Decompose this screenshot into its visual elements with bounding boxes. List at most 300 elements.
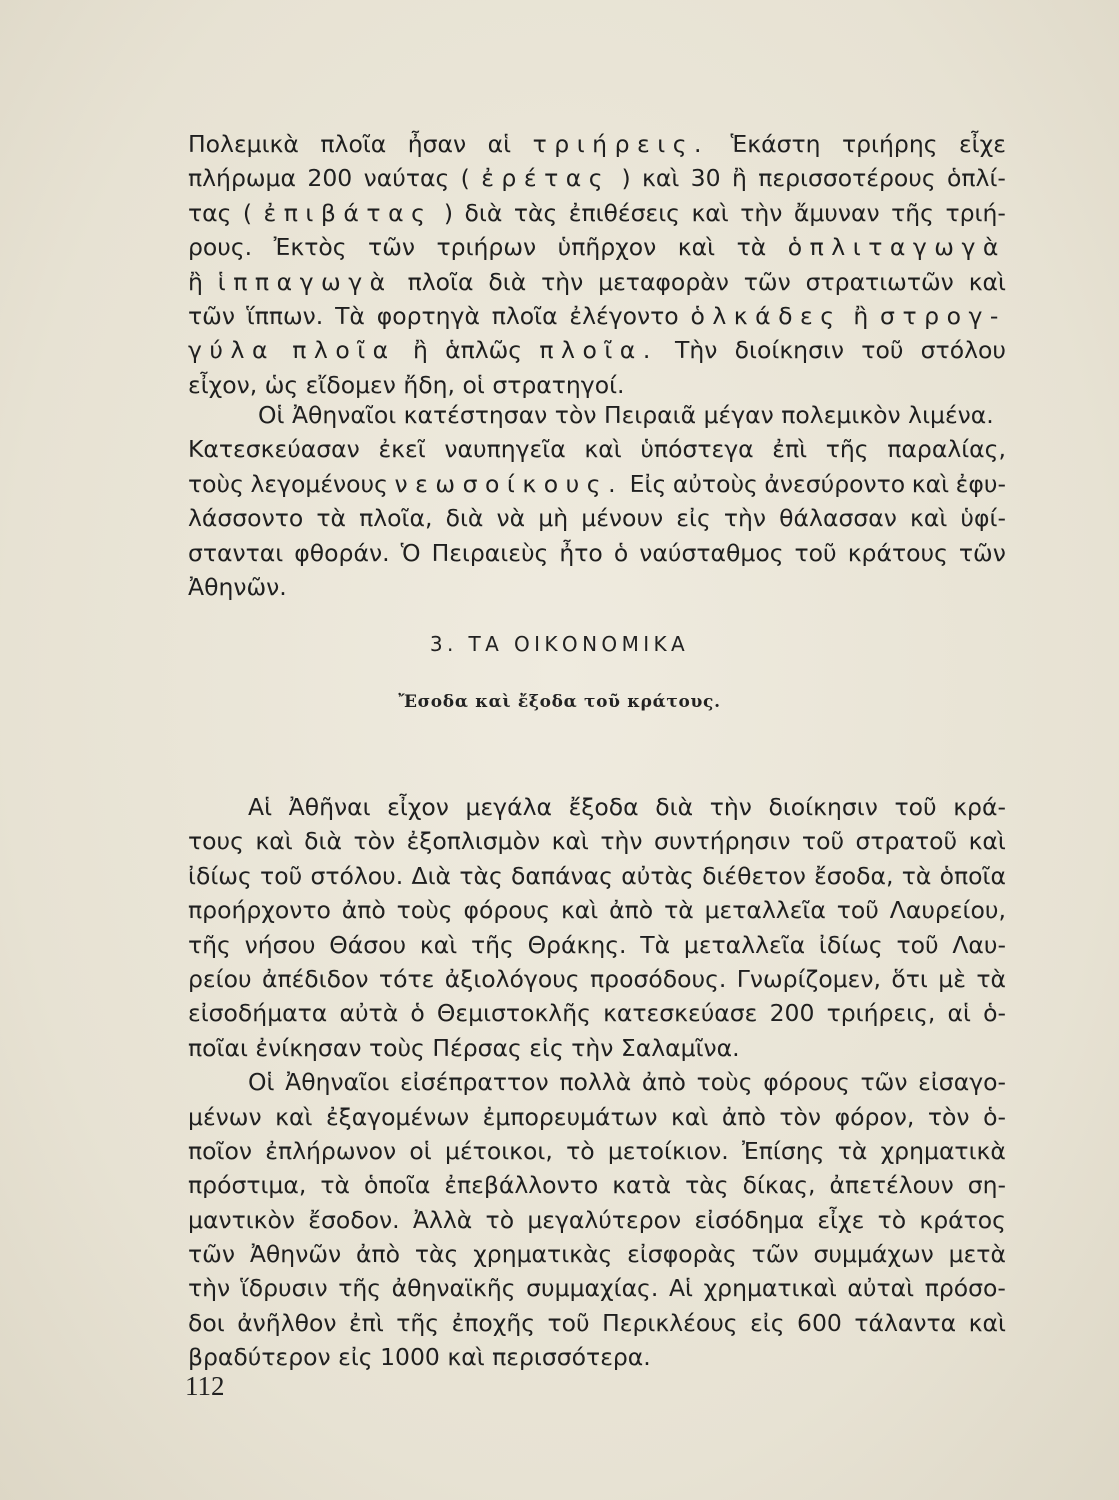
word: 600 [797, 1308, 842, 1337]
word: νήσου [244, 930, 316, 959]
word: ἀπὸ [356, 1240, 401, 1269]
word: καὶ [447, 1343, 485, 1372]
word: παραλίας, [887, 435, 1006, 464]
word: καὶ [641, 164, 680, 193]
word: τῶν [188, 1240, 235, 1269]
word: κράτους [847, 538, 948, 567]
text-line [188, 501, 1006, 535]
text-line [188, 230, 1006, 264]
word: Σαλαμῖνα. [620, 1033, 740, 1062]
word: διοίκησιν [734, 336, 845, 365]
text-line [188, 570, 1006, 604]
word: ποῖαι [188, 1033, 248, 1062]
word: ἵδρυσιν [240, 1274, 328, 1303]
word: Κατεσκεύασαν [188, 435, 360, 464]
word: Τὰ [640, 930, 671, 959]
word: δίκας, [742, 1171, 816, 1200]
text-line [188, 1203, 1006, 1237]
paragraph-piraeus [188, 398, 1006, 604]
page-number: 112 [185, 1371, 225, 1401]
word: πρόσο- [924, 1274, 1006, 1303]
word: τὸ [877, 1205, 907, 1234]
word: τὸ [566, 1136, 595, 1165]
word: καὶ [560, 896, 599, 925]
word: Οἱ [248, 1068, 275, 1097]
text-line [188, 467, 1006, 501]
spaced-term: τριήρεις. [532, 130, 710, 158]
spaced-term: ἐπιβάτας [263, 198, 433, 227]
text-line [188, 928, 1006, 962]
word: ἀπετέλουν [829, 1171, 954, 1200]
word: μετοίκιον. [607, 1136, 729, 1165]
word: 200 [769, 999, 815, 1028]
spaced-term: ἱππαγωγὰ [217, 267, 393, 296]
word: ἀνεσύροντο [764, 469, 906, 498]
word: περισσότερα. [492, 1343, 651, 1372]
word: τριήρων [436, 233, 537, 262]
word: μεταλλεῖα [683, 930, 806, 959]
word: μὴ [538, 504, 569, 533]
text-line [188, 196, 1006, 230]
word: πλοῖα [320, 130, 387, 158]
word: κατέστησαν [403, 401, 548, 429]
text-line [188, 536, 1006, 570]
word: τὴν [723, 504, 767, 533]
word: καὶ [968, 1308, 1006, 1337]
word: μέτοικοι, [445, 1136, 553, 1165]
word: τὴν [188, 1274, 231, 1303]
word: ὁποῖα [939, 861, 1006, 890]
text-line [188, 1237, 1006, 1271]
word: διέθετον [702, 861, 806, 890]
paragraph-finances [188, 790, 1006, 1375]
word: τριήρης [841, 130, 938, 158]
word: αἱ [947, 999, 971, 1028]
word: τῆς [470, 930, 514, 959]
word: οἱ [462, 370, 485, 399]
word: Εἰς [629, 469, 667, 498]
word: ἄμυναν [793, 198, 880, 227]
word: τὰ [316, 504, 346, 533]
word: τοὺς [188, 469, 244, 498]
word: κατὰ [612, 1171, 672, 1200]
word: στρατοῦ [855, 827, 958, 856]
word: καὶ [968, 827, 1006, 856]
word: τῶν [751, 1240, 799, 1269]
word: ὑπῆρχον [557, 233, 657, 262]
word: εἶχον, [188, 370, 258, 399]
word: ἀπὸ [721, 1102, 766, 1131]
word: τῆς [891, 198, 934, 227]
word: ἢ [731, 164, 747, 193]
word: καὶ [911, 469, 950, 498]
word: αἱ [487, 130, 512, 158]
word: καὶ [691, 198, 729, 227]
word: τὴν [541, 267, 584, 296]
word: τοῦ [547, 1308, 590, 1337]
word: ἔσοδα, [814, 861, 894, 890]
word: μένων [188, 1102, 262, 1131]
word: κρά- [953, 793, 1006, 821]
word: πλήρωμα [188, 164, 296, 193]
word: Πειραιᾶ [603, 401, 697, 429]
word: εἶχε [958, 130, 1006, 158]
word: τὰ [320, 1171, 350, 1200]
word: τὴν [600, 827, 643, 856]
word: τότε [378, 964, 435, 993]
word: περισσοτέρους [758, 164, 936, 193]
text-line [188, 824, 1006, 858]
word: Θάσου [329, 930, 407, 959]
word: τὰ [837, 1136, 868, 1165]
word: διὰ [655, 793, 694, 821]
word: ἐκεῖ [378, 435, 426, 464]
word: ἐπεβάλλοντο [444, 1171, 599, 1200]
section-subheading: Ἔσοδα καὶ ἔξοδα τοῦ κράτους. [398, 692, 721, 712]
word: τὸν [554, 401, 597, 429]
word: μένουν [581, 504, 664, 533]
word: ἀπὸ [609, 896, 654, 925]
word: καὶ [419, 930, 458, 959]
text-line [188, 1031, 1006, 1065]
word: τοῦ [836, 896, 879, 925]
word: ( [460, 164, 470, 193]
word: εἰσφορὰς [627, 1240, 737, 1269]
text-line [188, 1306, 1006, 1340]
word: καὶ [551, 827, 589, 856]
word: τοῦ [896, 930, 939, 959]
text-line [188, 893, 1006, 927]
word: στανται [188, 538, 284, 567]
word: αὐταὶ [847, 1274, 915, 1303]
word: Ἀθηνῶν [249, 1240, 342, 1269]
word: φόρον, [834, 1102, 915, 1131]
word: Ἀθηνῶν. [188, 572, 287, 601]
word: προσόδους. [590, 964, 727, 993]
spaced-term: ἐρέτας [481, 164, 611, 193]
word: τοῦ [801, 827, 845, 856]
word: Πειραιεὺς [431, 538, 549, 567]
word: κατεσκεύασε [603, 999, 758, 1028]
word: καὶ [677, 233, 716, 262]
text-line [188, 1271, 1006, 1305]
word: τοὺς [396, 896, 453, 925]
word: Ἀθῆναι [288, 793, 371, 821]
word: τριή- [945, 198, 1006, 227]
word: μεγάλα [465, 793, 552, 821]
text-line [188, 368, 1006, 402]
word: συμμάχων [813, 1240, 934, 1269]
word: 1000 [380, 1343, 440, 1372]
word: διὰ [445, 504, 484, 533]
word: νὰ [496, 504, 526, 533]
word: τριήρεις, [826, 999, 936, 1028]
word: ἐπιθέσεις [568, 198, 680, 227]
word: ἀπὸ [641, 1068, 686, 1097]
word: τὰ [976, 964, 1006, 993]
paragraph-ships [188, 127, 1006, 402]
word: Τὰ [335, 301, 365, 330]
text-line [188, 161, 1006, 195]
word: τὰ [664, 896, 694, 925]
word: Ἀλλὰ [412, 1205, 473, 1234]
word: λάσσοντο [188, 504, 304, 533]
word: Θράκης. [527, 930, 627, 959]
word: τῶν [958, 538, 1006, 567]
word: τὴν [709, 793, 752, 821]
word: ὁπλί- [947, 164, 1006, 193]
word: τας [188, 198, 232, 227]
word: εἰσέπραττον [400, 1068, 549, 1097]
word: λεγομένους [250, 469, 388, 498]
word: εἰσόδημα [694, 1205, 805, 1234]
word: καὶ [275, 1102, 313, 1131]
word: τὰ [736, 233, 767, 262]
word: τὸν [779, 1102, 822, 1131]
word: ση- [967, 1171, 1006, 1200]
word: ὁ- [983, 1102, 1006, 1131]
word: τὰς [459, 861, 503, 890]
text-line [188, 265, 1006, 299]
word: ἔξοδα [568, 793, 639, 821]
word: ναύσταθμος [639, 538, 784, 567]
word: εἴδομεν [305, 370, 396, 399]
word: ἀνῆλθον [237, 1308, 337, 1337]
word: τὰς [685, 1171, 729, 1200]
word: Διὰ [411, 861, 452, 890]
word: ἢ [853, 301, 869, 330]
word: ὑφί- [960, 504, 1006, 533]
text-line [188, 1065, 1006, 1099]
word: τῶν [188, 301, 235, 330]
word: Ἐπίσης [742, 1136, 825, 1165]
word: φόρους [763, 1068, 850, 1097]
word: ἁπλῶς [445, 336, 523, 365]
word: πλοῖα, [359, 504, 433, 533]
word: οἱ [409, 1136, 432, 1165]
word: εἰσαγο- [918, 1068, 1006, 1097]
word: τοῦ [861, 336, 904, 365]
word: ἐλέγοντο [569, 301, 679, 330]
text-line [188, 398, 1006, 432]
word: Πέρσας [432, 1033, 522, 1062]
word: Λαυ- [952, 930, 1006, 959]
word: Αἱ [668, 1274, 693, 1303]
word: τοὺς [696, 1068, 753, 1097]
word: συντήρησιν [654, 827, 791, 856]
text-line [188, 962, 1006, 996]
word: 30 [690, 164, 721, 193]
word: ἐπὶ [772, 435, 808, 464]
word: ἐξοπλισμὸν [406, 827, 541, 856]
word: καὶ [255, 827, 293, 856]
word: τους [188, 827, 244, 856]
word: διὰ [488, 267, 527, 296]
word: φθοράν. [294, 538, 390, 567]
word: εἰς [676, 504, 711, 533]
word: φορτηγὰ [376, 301, 480, 330]
text-line [188, 127, 1006, 161]
word: 200 [307, 164, 353, 193]
spaced-term: νεωσοίκους. [394, 469, 624, 498]
word: εἰς [338, 1343, 373, 1372]
text-line [188, 1100, 1006, 1134]
word: χρηματικὰ [880, 1136, 1006, 1165]
word: ἀξιολόγους [444, 964, 580, 993]
word: εἶχον [387, 793, 449, 821]
word: ὁ- [983, 999, 1006, 1028]
word: χρηματικὰς [473, 1240, 613, 1269]
word: τῆς [188, 930, 231, 959]
word: ὑπόστεγα [640, 435, 754, 464]
word: ἐφυ- [955, 469, 1006, 498]
word: ἐξαγομένων [325, 1102, 470, 1131]
text-line [188, 299, 1006, 333]
word: ἐμπορευμάτων [482, 1102, 658, 1131]
word: ἰδίως [188, 861, 252, 890]
word: ὁ [410, 999, 425, 1028]
word: μέγαν [703, 401, 774, 429]
word: Ἀθηναῖοι [285, 1068, 390, 1097]
word: ἀπέδιδον [261, 964, 369, 993]
word: ἦτο [559, 538, 603, 567]
word: Ἐκτὸς [273, 233, 347, 262]
word: τὰ [901, 861, 932, 890]
word: Ἑκάστη [730, 130, 821, 158]
word: τὴν [571, 1033, 614, 1062]
word: διὰ [464, 198, 503, 227]
word: ποῖον [188, 1136, 252, 1165]
word: τοὺς [368, 1033, 425, 1062]
word: πλοῖα [491, 301, 558, 330]
word: καὶ [584, 435, 622, 464]
word: καὶ [670, 1102, 709, 1131]
word: ναυπηγεῖα [444, 435, 566, 464]
word: μεταλλεῖα [704, 896, 826, 925]
word: Πολεμικὰ [188, 130, 299, 158]
word: ( [242, 198, 253, 227]
word: δοι [188, 1308, 225, 1337]
word: προήρχοντο [188, 896, 331, 925]
word: χρηματικαὶ [703, 1274, 837, 1303]
word: ἵππων. [246, 301, 324, 330]
word: Αἱ [248, 793, 273, 821]
word: ναύτας [363, 164, 450, 193]
spaced-term: ὁλκάδες [690, 301, 842, 330]
word: βραδύτερον [188, 1343, 331, 1372]
word: Λαυρείου, [889, 896, 1006, 925]
word: ὡς [264, 370, 299, 399]
word: διοίκησιν [768, 793, 878, 821]
word: τοῦ [894, 793, 937, 821]
word: τὸν [927, 1102, 970, 1131]
word: ὁ [613, 538, 629, 567]
word: φόρους [463, 896, 551, 925]
word: πολεμικὸν [781, 401, 901, 429]
word: καὶ [968, 267, 1006, 296]
text-line [188, 1134, 1006, 1168]
word: τὴν [740, 198, 783, 227]
word: Θεμιστοκλῆς [436, 999, 591, 1028]
word: ὁποῖα [363, 1171, 431, 1200]
word: αὐτὰ [339, 999, 399, 1028]
word: ἦσαν [407, 130, 467, 158]
text-line [188, 1340, 1006, 1374]
word: συμμαχίας. [526, 1274, 659, 1303]
word: ἐνίκησαν [255, 1033, 362, 1062]
word: στρατηγοί. [492, 370, 625, 399]
word: αὐτὰς [621, 861, 694, 890]
word: ρείου [188, 964, 252, 993]
word: τὰς [513, 198, 558, 227]
word: δαπάνας [511, 861, 613, 890]
spaced-term: πλοῖα [292, 336, 396, 365]
word: Ἀθηναῖοι [291, 401, 397, 429]
word: κράτος [919, 1205, 1006, 1234]
text-line [188, 333, 1006, 367]
word: ρους. [188, 233, 253, 262]
word: τῶν [368, 233, 416, 262]
word: εἶχε [817, 1205, 865, 1234]
word: μεγαλύτερον [527, 1205, 682, 1234]
text-line [188, 859, 1006, 893]
word: πλοῖα [407, 267, 474, 296]
word: ) [443, 198, 454, 227]
word: ἢ [188, 267, 203, 296]
word: τῆς [338, 1274, 382, 1303]
word: Ὁ [400, 538, 421, 567]
word: τῆς [396, 1308, 440, 1337]
word: στόλου [920, 336, 1006, 365]
word: ) [621, 164, 631, 193]
word: λιμένα. [908, 401, 994, 429]
word: ἔσοδον. [308, 1205, 400, 1234]
word: τοῦ [794, 538, 837, 567]
word: καὶ [909, 504, 948, 533]
word: ὅτι [891, 964, 928, 993]
word: μεταφορὰν [598, 267, 729, 296]
word: ἐπὶ [348, 1308, 384, 1337]
word: στρατιωτῶν [805, 267, 954, 296]
word: θάλασσαν [779, 504, 897, 533]
word: μετὰ [948, 1240, 1006, 1269]
word: τάλαντα [854, 1308, 957, 1337]
text-line [188, 790, 1006, 824]
word: Τὴν [675, 336, 718, 365]
word: ἐπλήρωνον [265, 1136, 397, 1165]
word: πρόστιμα, [188, 1171, 307, 1200]
word: ἰδίως [818, 930, 883, 959]
text-line [188, 432, 1006, 466]
spaced-term: πλοῖα. [539, 336, 658, 365]
word: Γνωρίζομεν, [736, 964, 881, 993]
word: διὰ [304, 827, 342, 856]
word: αὐτοὺς [672, 469, 758, 498]
spaced-term: ὁπλιταγωγὰ [787, 233, 1006, 262]
word: τῶν [743, 267, 791, 296]
word: ἐποχῆς [451, 1308, 536, 1337]
word: Περικλέους [602, 1308, 738, 1337]
word: τοῦ [260, 861, 303, 890]
word: ἀθηναϊκῆς [391, 1274, 516, 1303]
word: εἰς [529, 1033, 564, 1062]
word: τῆς [825, 435, 869, 464]
word: μὲ [938, 964, 966, 993]
word: μαντικὸν [188, 1205, 296, 1234]
spaced-term: γύλα [188, 336, 275, 365]
word: τὸ [485, 1205, 515, 1234]
section-heading: 3. ΤΑ ΟΙΚΟΝΟΜΙΚΑ [429, 632, 690, 656]
